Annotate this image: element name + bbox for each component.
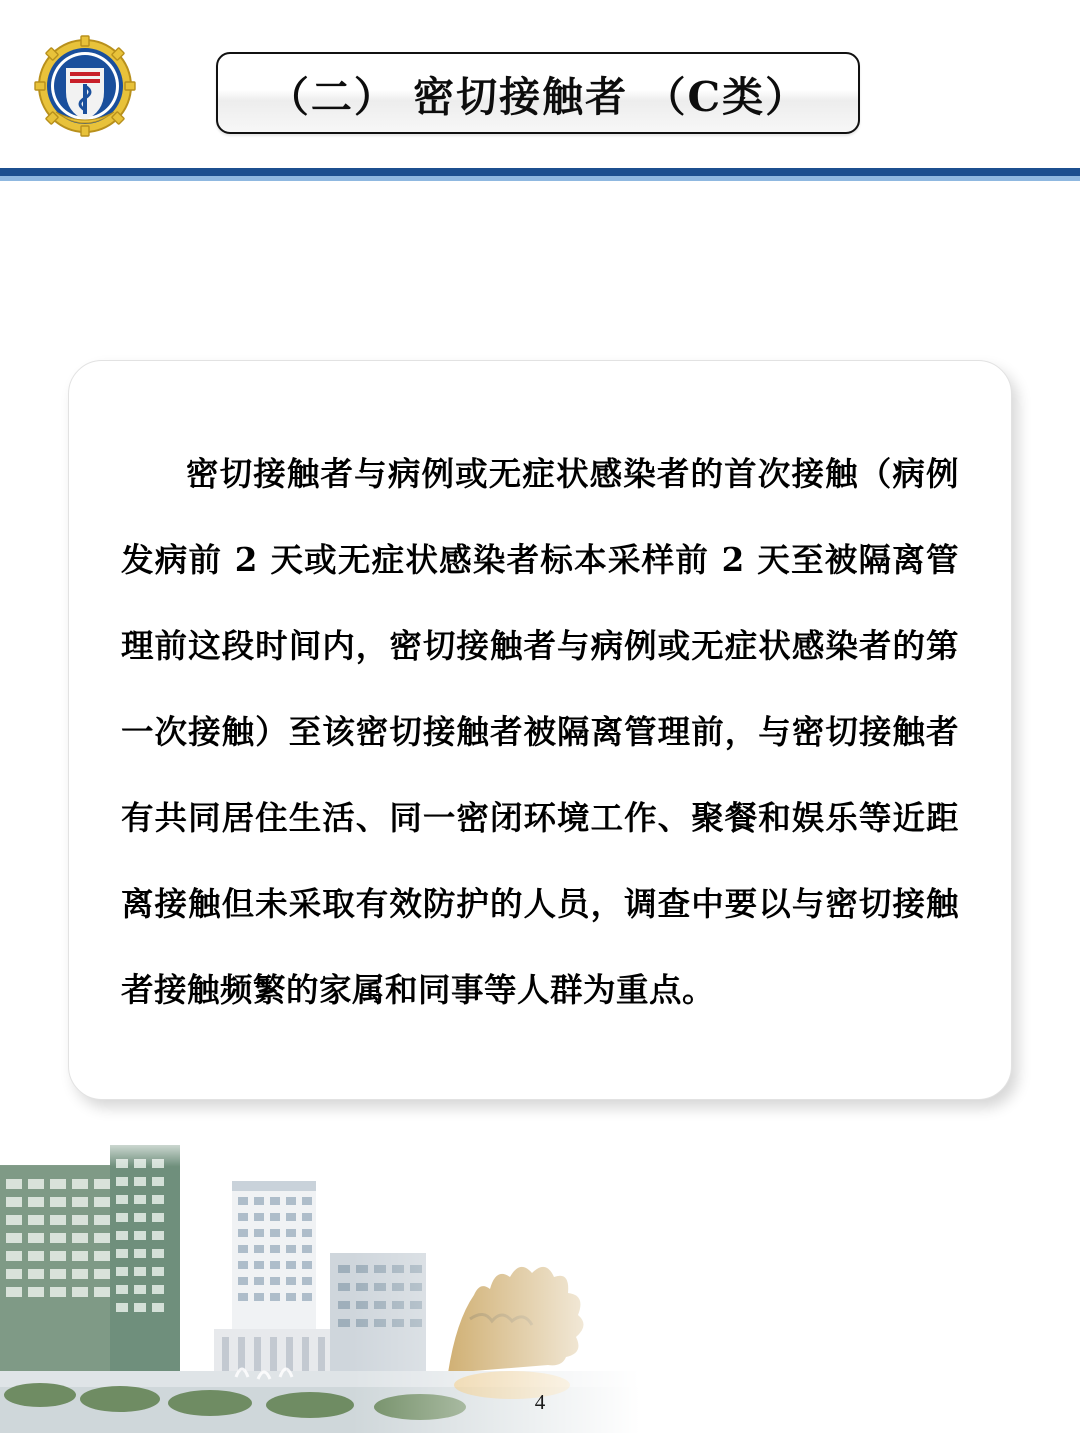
page-number: 4 (534, 1390, 546, 1414)
body-paragraph: 密切接触者与病例或无症状感染者的首次接触（病例发病前 2 天或无症状感染者标本采样前 2 天至被隔离管理前这段时间内，密切接触者与病例或无症状感染者的第一次接触）至该密切接触者被隔离管理前，与密切接触者有共同居住生活、同一密闭环境工作、聚餐和娱乐等近距离接触但未采取有效防护的人员，调查中要以与密切接触者接触频繁的家属和同事等人群为重点。 (121, 454, 959, 1009)
header-divider-dark (0, 168, 1080, 176)
national-health-emblem-icon (30, 34, 140, 144)
content-card (68, 360, 1012, 1100)
slide-header (0, 0, 1080, 180)
hospital-campus-photo (0, 1133, 640, 1433)
header-divider-light (0, 176, 1080, 181)
slide-title-plate (216, 52, 860, 134)
page-title: （二） 密切接触者 （C类） (267, 72, 809, 121)
